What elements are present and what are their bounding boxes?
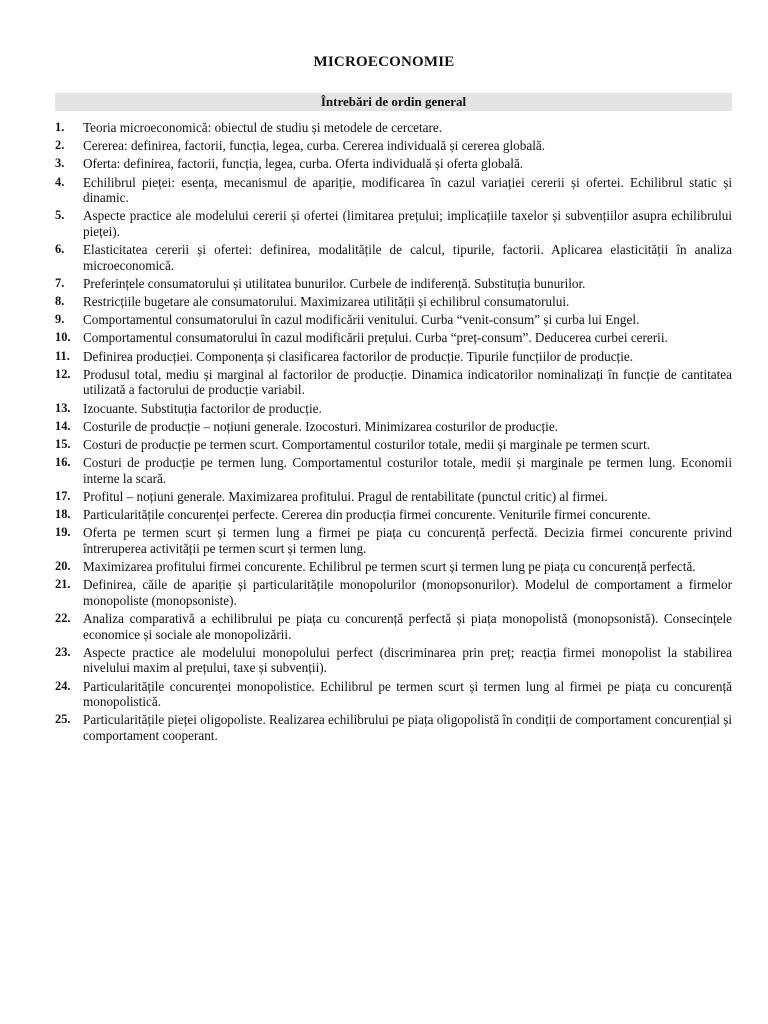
question-number: 2. bbox=[55, 138, 65, 153]
question-text: Profitul – noțiuni generale. Maximizarea profitului. Pragul de rentabilitate (punctul critic) al firmei. bbox=[83, 488, 608, 504]
question-number: 6. bbox=[55, 242, 65, 257]
question-item bbox=[55, 367, 732, 398]
question-item bbox=[55, 175, 732, 206]
question-item bbox=[55, 156, 732, 172]
question-text: Costurile de producție – noțiuni generale. Izocosturi. Minimizarea costurilor de producție. bbox=[83, 418, 558, 434]
question-item bbox=[55, 330, 732, 346]
question-item bbox=[55, 712, 732, 743]
question-number: 18. bbox=[55, 507, 71, 522]
question-number: 7. bbox=[55, 275, 65, 290]
question-number: 19. bbox=[55, 525, 71, 540]
question-number: 5. bbox=[55, 208, 65, 223]
question-text: Comportamentul consumatorului în cazul modificării prețului. Curba “preț-consum”. Deducerea curbei cererii. bbox=[83, 330, 668, 346]
question-text: Comportamentul consumatorului în cazul modificării venitului. Curba “venit-consum” și curba lui Engel. bbox=[83, 312, 640, 328]
question-text: Aspecte practice ale modelului monopolului perfect (discriminarea prin preț; reacția firmei monopolist la stabilirea nivelului maxim al prețului, taxe și subvenții). bbox=[83, 644, 732, 676]
question-text: Oferta: definirea, factorii, funcția, legea, curba. Oferta individuală și oferta globală. bbox=[83, 156, 524, 172]
question-item bbox=[55, 138, 732, 154]
question-item bbox=[55, 455, 732, 486]
question-text: Echilibrul pieței: esența, mecanismul de apariție, modificarea în cazul variației cererii și ofertei. Echilibrul static și dinamic. bbox=[83, 174, 732, 206]
question-text: Oferta pe termen scurt și termen lung a firmei pe piața cu concurență perfectă. Decizia firmei concurente privind întreruperea activității pe termen scurt și termen lung. bbox=[83, 525, 732, 556]
question-item bbox=[55, 679, 732, 710]
question-number: 13. bbox=[55, 400, 71, 415]
question-number: 4. bbox=[55, 174, 65, 189]
question-item bbox=[55, 645, 732, 676]
question-item bbox=[55, 437, 732, 453]
question-text: Definirea, căile de apariție și particularitățile monopolurilor (monopsonurilor). Modelul de comportament a firmelor monopoliste (monopsoniste). bbox=[83, 577, 732, 608]
question-number: 15. bbox=[55, 437, 71, 451]
question-number: 12. bbox=[55, 366, 71, 381]
question-number: 3. bbox=[55, 156, 65, 171]
question-number: 20. bbox=[55, 559, 71, 574]
question-number: 14. bbox=[55, 418, 71, 433]
question-text: Aspecte practice ale modelului cererii și ofertei (limitarea prețului; implicațiile taxelor și subvențiilor asupra echilibrului pieței). bbox=[83, 208, 732, 239]
question-number: 10. bbox=[55, 330, 71, 345]
question-number: 9. bbox=[55, 312, 65, 327]
question-text: Particularitățile concurenței monopolistice. Echilibrul pe termen scurt și termen lung al firmei pe piața cu concurență monopolistică. bbox=[83, 678, 732, 710]
question-item bbox=[55, 525, 732, 556]
question-item bbox=[55, 294, 732, 310]
question-item bbox=[55, 208, 732, 239]
question-number: 22. bbox=[55, 611, 71, 626]
question-item bbox=[55, 276, 732, 292]
question-text: Definirea producției. Componența și clasificarea factorilor de producție. Tipurile funcțiilor de producție. bbox=[83, 348, 634, 364]
question-text: Particularitățile concurenței perfecte. Cererea din producția firmei concurente. Veniturile firmei concurente. bbox=[83, 507, 651, 523]
question-text: Produsul total, mediu și marginal al factorilor de producție. Dinamica indicatorilor nominalizați în funcție de cantitatea utilizată a factorului de producție variabil. bbox=[83, 366, 732, 398]
question-item bbox=[55, 611, 732, 642]
question-item bbox=[55, 120, 732, 136]
question-number: 1. bbox=[55, 120, 65, 134]
question-item bbox=[55, 419, 732, 435]
document-title: MICROECONOMIE bbox=[313, 54, 455, 70]
question-item bbox=[55, 349, 732, 365]
question-item bbox=[55, 559, 732, 575]
question-number: 23. bbox=[55, 644, 71, 659]
question-text: Analiza comparativă a echilibrului pe piața cu concurență perfectă și piața monopolistă (monopsonistă). Consecințele economice și sociale ale monopolizării. bbox=[83, 611, 732, 642]
question-item bbox=[55, 401, 732, 417]
question-text: Teoria microeconomică: obiectul de studiu și metodele de cercetare. bbox=[83, 120, 443, 135]
question-text: Elasticitatea cererii și ofertei: definirea, modalitățile de calcul, tipurile, factorii. Aplicarea elasticității în analiza microeconomică. bbox=[83, 242, 732, 273]
question-number: 8. bbox=[55, 294, 65, 309]
question-text: Particularitățile pieței oligopoliste. Realizarea echilibrului pe piața oligopolistă în condiții de comportament concurențial și comportament cooperant. bbox=[83, 712, 732, 744]
question-number: 16. bbox=[55, 455, 71, 470]
question-number: 17. bbox=[55, 488, 71, 503]
question-number: 21. bbox=[55, 577, 71, 592]
question-text: Cererea: definirea, factorii, funcția, legea, curba. Cererea individuală și cererea globală. bbox=[83, 138, 546, 154]
question-item bbox=[55, 242, 732, 273]
question-item bbox=[55, 312, 732, 328]
question-number: 24. bbox=[55, 678, 71, 693]
question-text: Costuri de producție pe termen lung. Comportamentul costurilor totale, medii și marginale pe termen lung. Economii interne la scară. bbox=[83, 455, 732, 486]
question-text: Preferințele consumatorului și utilitatea bunurilor. Curbele de indiferență. Substituția bunurilor. bbox=[83, 275, 586, 291]
question-text: Costuri de producție pe termen scurt. Comportamentul costurilor totale, medii și marginale pe termen scurt. bbox=[83, 437, 651, 452]
question-text: Restricțiile bugetare ale consumatorului. Maximizarea utilității și echilibrul consumatorului. bbox=[83, 294, 570, 310]
question-item bbox=[55, 507, 732, 523]
question-item bbox=[55, 489, 732, 505]
question-number: 11. bbox=[55, 348, 70, 363]
question-list bbox=[55, 120, 732, 746]
question-item bbox=[55, 577, 732, 608]
question-text: Izocuante. Substituția factorilor de producție. bbox=[83, 400, 322, 416]
question-text: Maximizarea profitului firmei concurente. Echilibrul pe termen scurt și termen lung pe piața cu concurență perfectă. bbox=[83, 559, 696, 575]
section-heading: Întrebări de ordin general bbox=[55, 93, 732, 111]
question-number: 25. bbox=[55, 712, 71, 727]
